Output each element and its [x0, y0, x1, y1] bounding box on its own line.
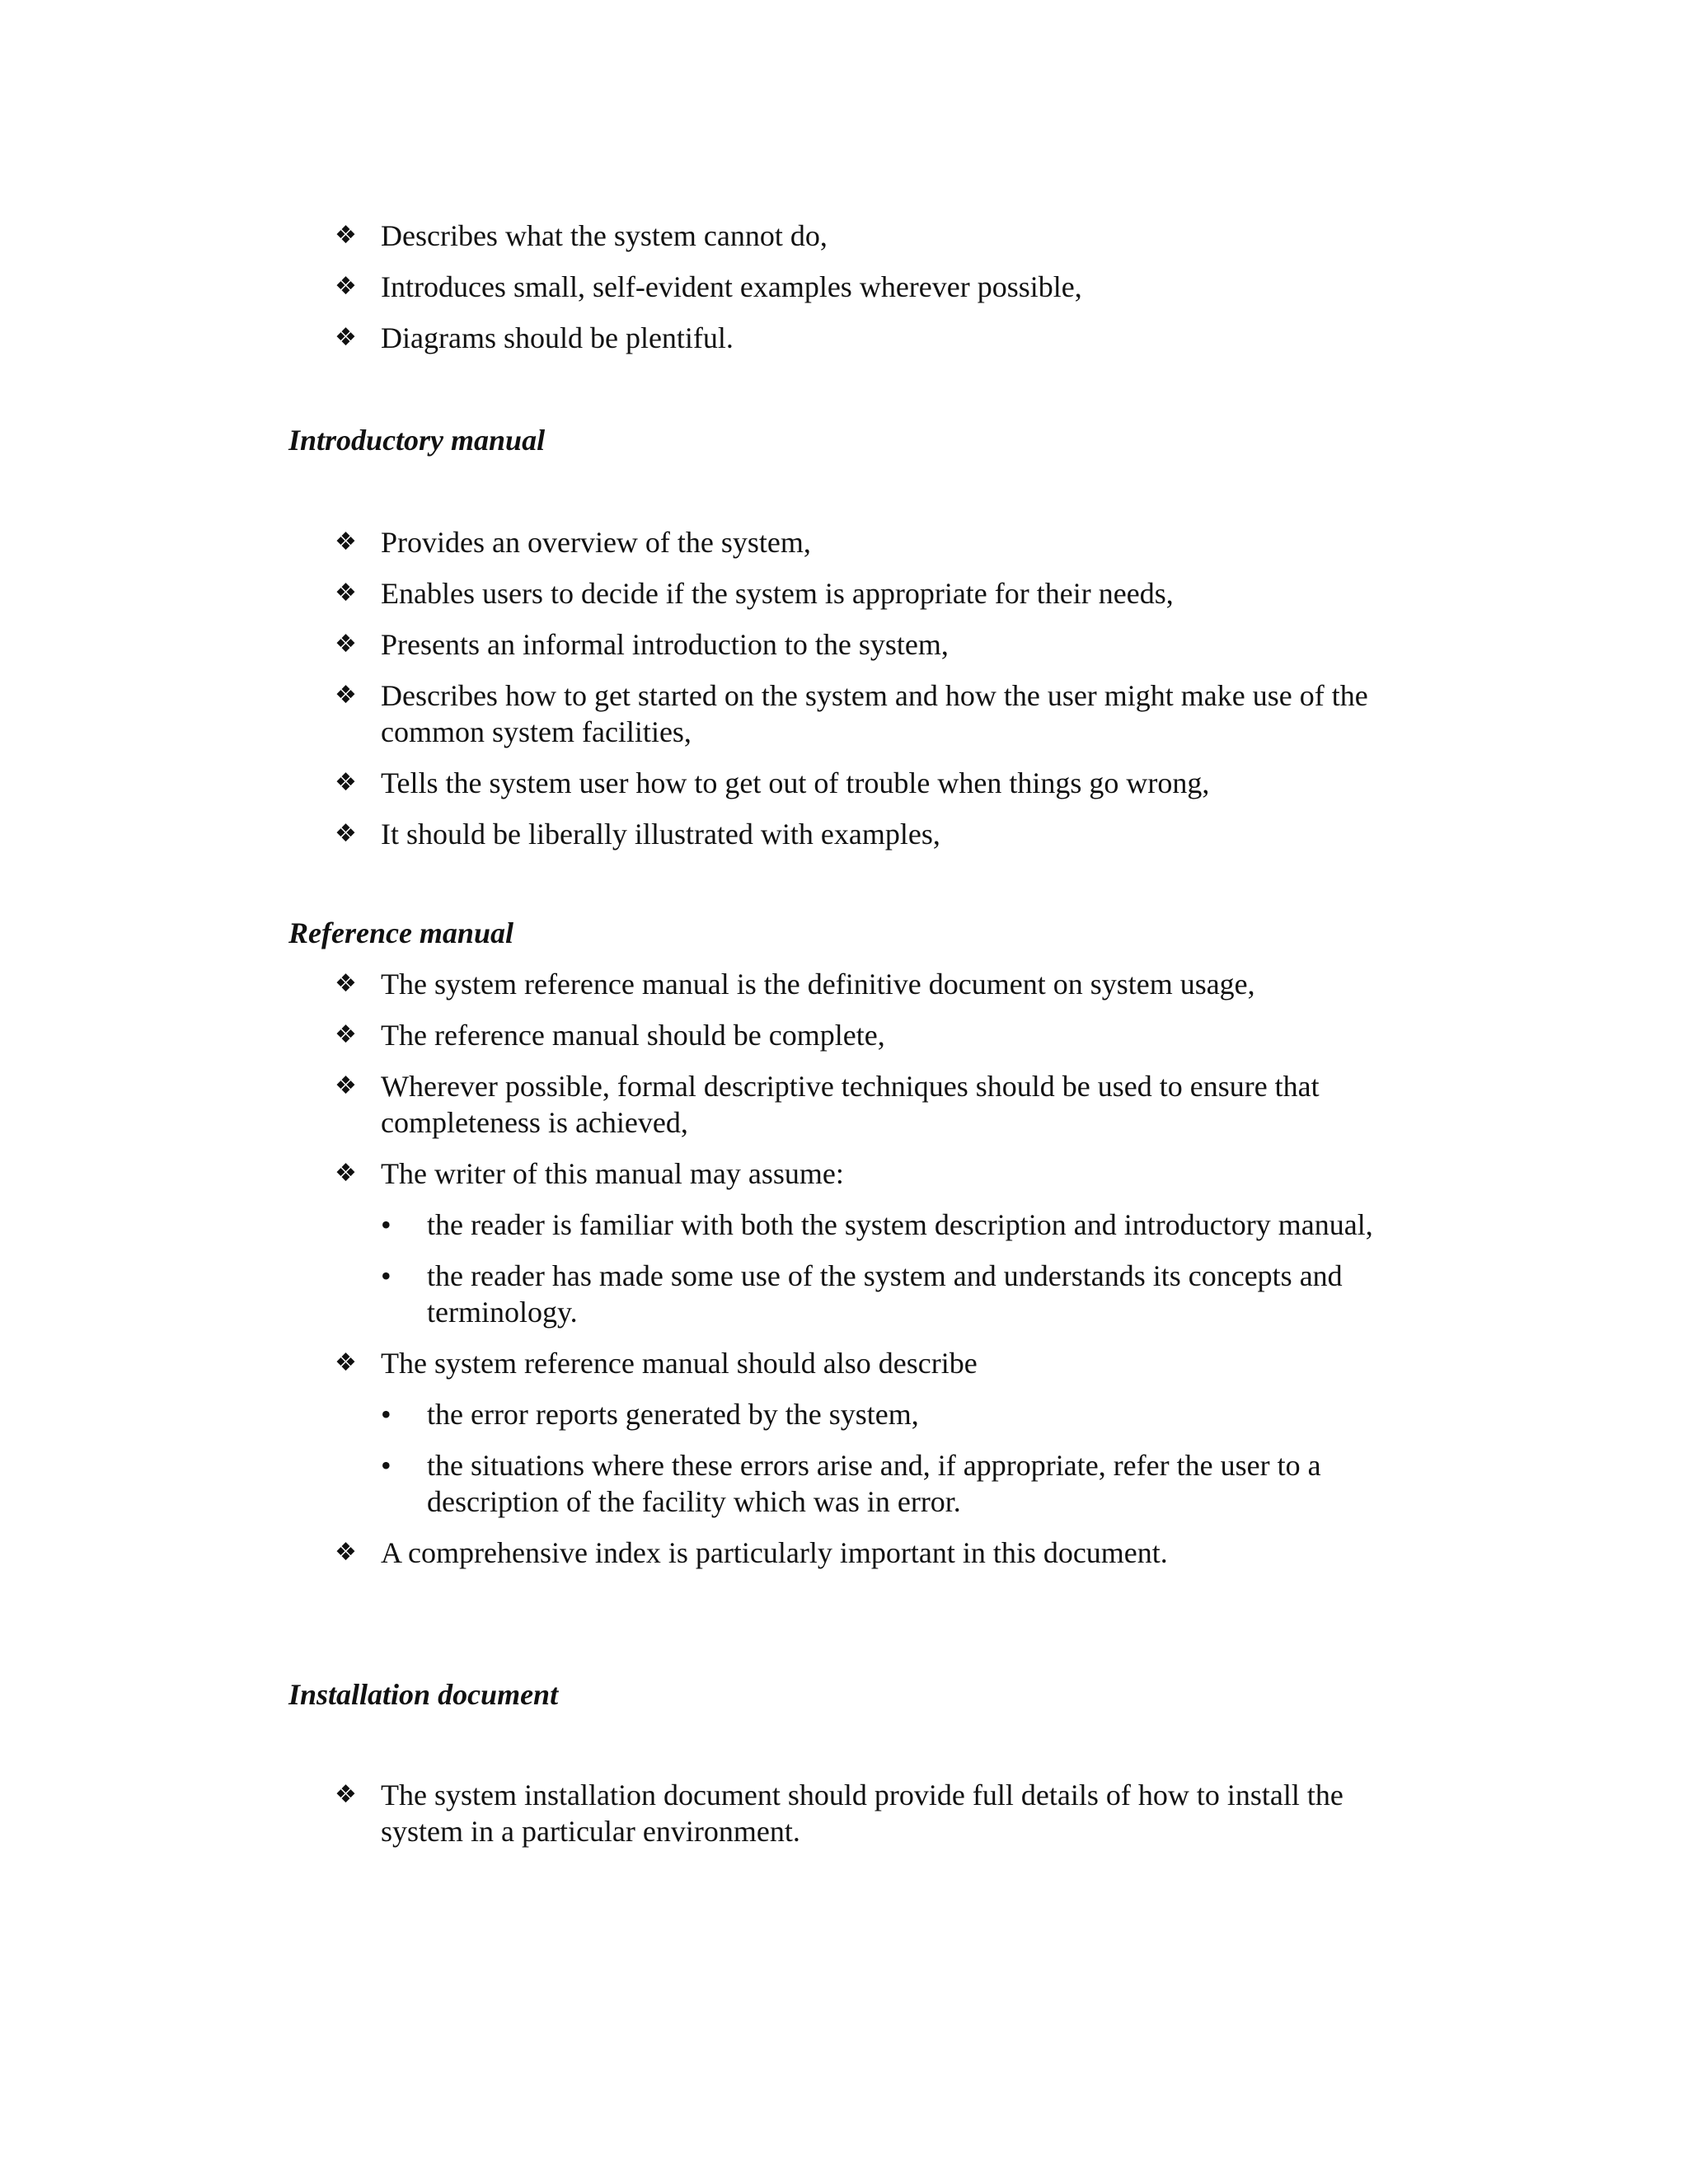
- diamond-bullet-icon: ❖: [335, 768, 357, 797]
- assume-sublist: [381, 1207, 1395, 1330]
- list-item: ❖ Presents an informal introduction to the system,: [335, 628, 949, 661]
- list-item: ❖ Describes how to get started on the system and how the user might make use of the common system facilities,: [335, 679, 1368, 748]
- diamond-bullet-icon: ❖: [335, 630, 357, 658]
- list-item: ❖ A comprehensive index is particularly important in this document.: [335, 1536, 1168, 1569]
- diamond-bullet-icon: ❖: [335, 323, 357, 352]
- list-item: ❖ The system reference manual should also describe • the error reports generated by the system, • the situations where these errors arise and, if appropriate, refer the user to a description of the facility which was in error.: [0, 1345, 1395, 1520]
- diamond-bullet-icon: ❖: [335, 221, 357, 250]
- installation-document-heading: Installation document: [288, 1678, 559, 1711]
- sublist-item: • the reader is familiar with both the system description and introductory manual,: [381, 1208, 1373, 1241]
- diamond-bullet-icon: ❖: [335, 1159, 357, 1188]
- list-item: ❖ Wherever possible, formal descriptive techniques should be used to ensure that completeness is achieved,: [335, 1070, 1320, 1139]
- diamond-bullet-icon: ❖: [335, 1780, 357, 1809]
- installation-document-list: [0, 1777, 1688, 1864]
- diamond-bullet-icon: ❖: [335, 819, 357, 848]
- reference-manual-list: [0, 966, 1688, 1586]
- list-item: ❖ The reference manual should be complete,: [335, 1019, 885, 1052]
- describe-sublist: [381, 1396, 1395, 1520]
- diamond-bullet-icon: ❖: [335, 527, 357, 556]
- list-item: ❖ The system installation document should provide full details of how to install the system in a particular environment.: [335, 1779, 1343, 1848]
- sublist-item: • the error reports generated by the system,: [381, 1398, 919, 1431]
- dot-bullet-icon: •: [381, 1259, 392, 1292]
- diamond-bullet-icon: ❖: [335, 681, 357, 710]
- introductory-manual-list: [0, 524, 1688, 867]
- diamond-bullet-icon: ❖: [335, 579, 357, 607]
- reference-manual-heading: Reference manual: [288, 916, 513, 949]
- dot-bullet-icon: •: [381, 1398, 392, 1431]
- diamond-bullet-icon: ❖: [335, 969, 357, 998]
- list-item: ❖ Describes what the system cannot do,: [335, 219, 828, 252]
- list-item: ❖ The system reference manual is the definitive document on system usage,: [335, 968, 1255, 1001]
- list-item: ❖ The writer of this manual may assume: • the reader is familiar with both the system description and introductory manual, • the reader has made some use of the system and understands its concepts and terminology.: [0, 1155, 1395, 1330]
- list-item: ❖ Diagrams should be plentiful.: [335, 321, 734, 354]
- diamond-bullet-icon: ❖: [335, 1348, 357, 1377]
- list-item: ❖ Introduces small, self-evident examples wherever possible,: [335, 270, 1082, 303]
- continuation-list: [0, 218, 1688, 371]
- list-item: ❖ Enables users to decide if the system is appropriate for their needs,: [335, 577, 1174, 610]
- list-item: ❖ It should be liberally illustrated with examples,: [335, 818, 940, 851]
- sublist-item: • the situations where these errors arise and, if appropriate, refer the user to a description of the facility which was in error.: [381, 1449, 1321, 1518]
- introductory-manual-heading: Introductory manual: [288, 424, 546, 457]
- diamond-bullet-icon: ❖: [335, 1538, 357, 1567]
- sublist-item: • the reader has made some use of the system and understands its concepts and terminology.: [381, 1259, 1343, 1329]
- dot-bullet-icon: •: [381, 1449, 392, 1482]
- diamond-bullet-icon: ❖: [335, 1071, 357, 1100]
- list-item: ❖ Tells the system user how to get out of trouble when things go wrong,: [335, 766, 1210, 799]
- diamond-bullet-icon: ❖: [335, 272, 357, 301]
- dot-bullet-icon: •: [381, 1208, 392, 1241]
- list-item: ❖ Provides an overview of the system,: [335, 526, 811, 559]
- diamond-bullet-icon: ❖: [335, 1020, 357, 1049]
